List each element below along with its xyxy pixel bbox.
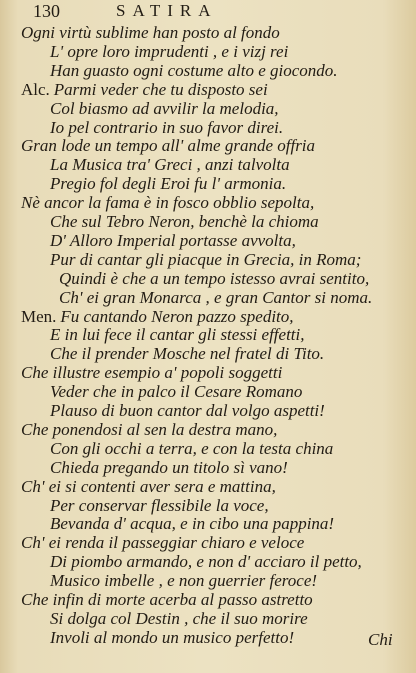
verse-text: Gran lode un tempo all' alme grande offria bbox=[21, 136, 316, 156]
verse-text: E in lui fece il cantar gli stessi effetti, bbox=[50, 325, 305, 345]
speaker-label: Men. bbox=[21, 306, 57, 326]
verse-text: Plauso di buon cantor dal volgo aspetti! bbox=[50, 401, 325, 420]
verse-text: Col biasmo ad avvilir la melodia, bbox=[50, 98, 279, 118]
verse-line bbox=[50, 627, 294, 649]
page-number: 130 bbox=[33, 1, 60, 21]
verse-text: Chieda pregando un titolo sì vano! bbox=[50, 457, 288, 477]
verse-text: Che sul Tebro Neron, benchè la chioma bbox=[50, 212, 319, 231]
verse-text: Pur di cantar gli piacque in Grecia, in Roma; bbox=[50, 249, 362, 269]
verse-text: Ch' ei gran Monarca , e gran Cantor si noma. bbox=[59, 287, 373, 307]
verse-text: Parmi veder che tu disposto sei bbox=[53, 79, 268, 99]
verse-text: Musico imbelle , e non guerrier feroce! bbox=[50, 571, 318, 591]
verse-text: Si dolga col Destin , che il suo morire bbox=[50, 608, 308, 628]
verse-text: Quindi è che a un tempo istesso avrai sentito, bbox=[59, 268, 370, 288]
verse-text: Per conservar flessibile la voce, bbox=[50, 495, 269, 515]
verse-text: L' opre loro imprudenti , e i vizj rei bbox=[50, 41, 289, 61]
verse-text: D' Alloro Imperial portasse avvolta, bbox=[50, 230, 296, 250]
verse-text: La Musica tra' Greci , anzi talvolta bbox=[50, 155, 290, 175]
verse-text: Ch' ei si contenti aver sera e mattina, bbox=[21, 476, 276, 496]
verse-text: Che il prender Mosche nel fratel di Tito. bbox=[50, 344, 325, 364]
verse-text: Ch' ei renda il passeggiar chiaro e veloce bbox=[21, 533, 305, 553]
verse-text: Che illustre esempio a' popoli soggetti bbox=[21, 363, 283, 383]
verse-text: Che infin di morte acerba al passo astretto bbox=[21, 590, 313, 609]
verse-text: Ogni virtù sublime han posto al fondo bbox=[21, 23, 280, 42]
verse-text: Veder che in palco il Cesare Romano bbox=[50, 382, 303, 402]
running-head: SATIRA bbox=[116, 1, 218, 20]
page-header bbox=[0, 0, 416, 22]
verse-text: Che ponendosi al sen la destra mano, bbox=[21, 419, 278, 439]
verse-text: Han guasto ogni costume alto e giocondo. bbox=[50, 60, 338, 80]
speaker-label: Alc. bbox=[21, 79, 50, 99]
verse-text: Fu cantando Neron pazzo spedito, bbox=[60, 306, 294, 326]
catchword: Chi bbox=[368, 630, 393, 649]
verse-text: Bevanda d' acqua, e in cibo una pappina! bbox=[50, 514, 335, 534]
verse-text: Nè ancor la fama è in fosco obblio sepolta, bbox=[21, 193, 315, 213]
verse-text: Di piombo armando, e non d' acciaro il petto, bbox=[50, 552, 362, 572]
verse-text: Pregio fol degli Eroi fu l' armonia. bbox=[50, 174, 287, 194]
verse-text: Io pel contrario in suo favor direi. bbox=[50, 117, 284, 137]
verse-text: Involi al mondo un musico perfetto! bbox=[50, 627, 295, 647]
verse-text: Con gli occhi a terra, e con la testa china bbox=[50, 438, 334, 458]
